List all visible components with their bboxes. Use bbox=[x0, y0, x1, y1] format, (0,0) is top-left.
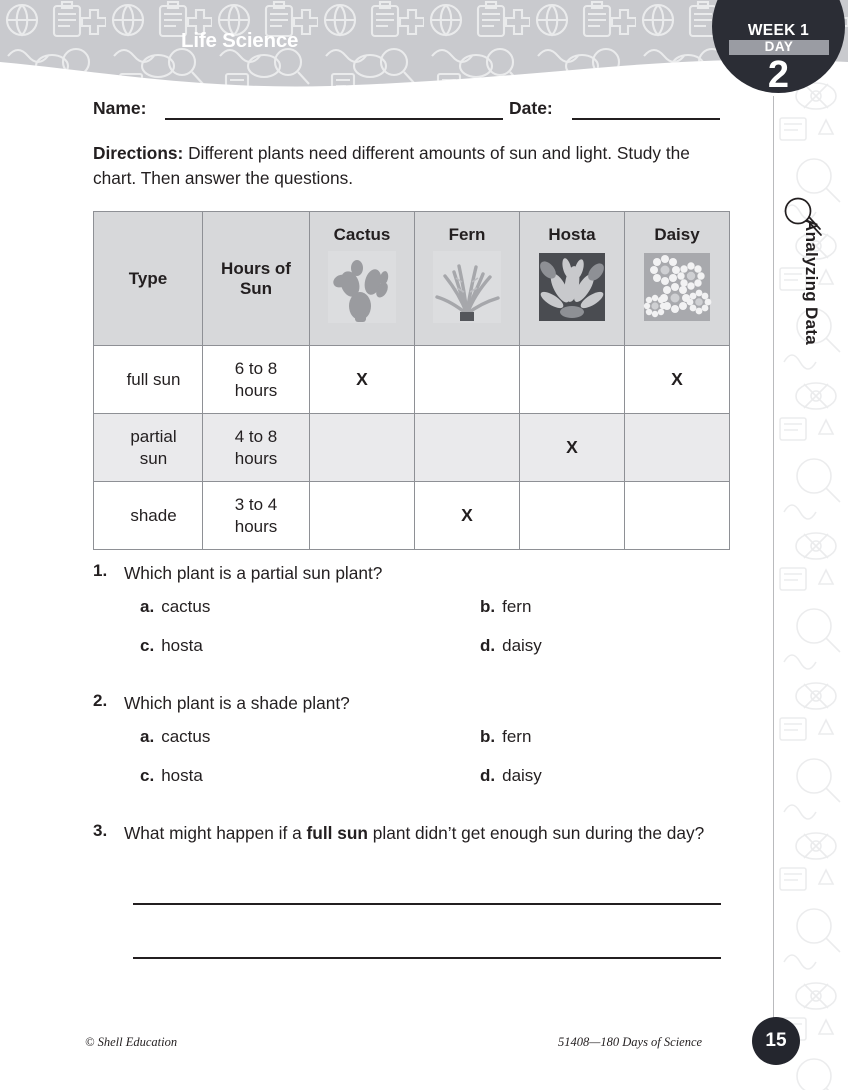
question-1 bbox=[93, 561, 733, 675]
name-date-row bbox=[93, 98, 723, 124]
question-3-text-bold: full sun bbox=[306, 823, 368, 843]
plant-sunlight-table bbox=[93, 211, 730, 550]
question-1-choice-d[interactable] bbox=[480, 636, 542, 656]
question-2-text: Which plant is a shade plant? bbox=[124, 693, 350, 713]
right-margin-doodles bbox=[774, 0, 848, 1090]
hosta-photo bbox=[534, 248, 610, 326]
mark-full-sun-daisy: X bbox=[625, 346, 730, 414]
row-type-full-sun: full sun bbox=[94, 346, 203, 414]
table-row bbox=[94, 414, 730, 482]
question-2-choice-c[interactable] bbox=[140, 766, 203, 786]
fern-photo bbox=[429, 248, 505, 326]
table-header-row bbox=[94, 212, 730, 346]
row-type-shade: shade bbox=[94, 482, 203, 550]
choice-text: hosta bbox=[161, 766, 203, 785]
column-header-hours-line2: Sun bbox=[239, 278, 273, 298]
mark-shade-fern: X bbox=[415, 482, 520, 550]
footer-product-info: 51408—180 Days of Science bbox=[558, 1035, 703, 1049]
mark-shade-daisy bbox=[625, 482, 730, 550]
choice-letter: d. bbox=[480, 766, 496, 785]
hours-line2: hours bbox=[234, 380, 278, 400]
daisy-photo bbox=[639, 248, 715, 326]
choice-text: cactus bbox=[161, 597, 211, 616]
column-header-cactus bbox=[310, 212, 415, 346]
row-hours-partial-sun bbox=[203, 414, 310, 482]
choice-letter: a. bbox=[140, 597, 155, 616]
mark-full-sun-fern bbox=[415, 346, 520, 414]
question-2-choice-d[interactable] bbox=[480, 766, 542, 786]
page-number-badge bbox=[752, 1017, 800, 1065]
question-1-choices bbox=[124, 597, 733, 675]
mark-partial-sun-fern bbox=[415, 414, 520, 482]
choice-text: daisy bbox=[502, 766, 542, 785]
question-3 bbox=[93, 821, 733, 845]
question-2-choice-a[interactable] bbox=[140, 727, 210, 747]
column-header-fern bbox=[415, 212, 520, 346]
question-1-choice-a[interactable] bbox=[140, 597, 210, 617]
answer-line-2[interactable] bbox=[133, 957, 721, 959]
directions-text: Different plants need different amounts of sun and light. Study the chart. Then answer the questions. bbox=[93, 143, 690, 188]
hours-line2: hours bbox=[234, 448, 278, 468]
mark-partial-sun-daisy bbox=[625, 414, 730, 482]
choice-text: fern bbox=[502, 727, 532, 746]
question-3-number: 3. bbox=[93, 821, 108, 840]
badge-day-number: 2 bbox=[767, 54, 790, 96]
hours-line1: 6 to 8 bbox=[234, 358, 278, 378]
name-label: Name: bbox=[93, 98, 147, 118]
column-header-daisy bbox=[625, 212, 730, 346]
answer-line-1[interactable] bbox=[133, 903, 721, 905]
mark-full-sun-cactus: X bbox=[310, 346, 415, 414]
choice-text: hosta bbox=[161, 636, 203, 655]
mark-partial-sun-cactus bbox=[310, 414, 415, 482]
footer-copyright: © Shell Education bbox=[85, 1035, 178, 1049]
question-3-text-part2: plant didn’t get enough sun during the day? bbox=[367, 823, 705, 843]
row-hours-full-sun bbox=[203, 346, 310, 414]
question-2-choices bbox=[124, 727, 733, 805]
column-header-hours-line1: Hours of bbox=[221, 258, 291, 278]
question-1-choice-c[interactable] bbox=[140, 636, 203, 656]
week-day-badge bbox=[712, 0, 845, 96]
question-1-text: Which plant is a partial sun plant? bbox=[124, 563, 383, 583]
column-header-cactus-label: Cactus bbox=[333, 225, 391, 244]
choice-letter: d. bbox=[480, 636, 496, 655]
date-label: Date: bbox=[509, 98, 553, 118]
question-1-choice-b[interactable] bbox=[480, 597, 531, 617]
choice-letter: b. bbox=[480, 597, 496, 616]
question-3-text bbox=[124, 821, 733, 845]
sidebar-section-tab bbox=[780, 196, 840, 456]
hours-line1: 3 to 4 bbox=[234, 494, 278, 514]
mark-shade-hosta bbox=[520, 482, 625, 550]
column-header-daisy-label: Daisy bbox=[654, 225, 700, 244]
hours-line1: 4 to 8 bbox=[234, 426, 278, 446]
row-type-partial-sun bbox=[94, 414, 203, 482]
page-title: Life Science bbox=[181, 29, 299, 52]
badge-day-label: DAY bbox=[764, 39, 794, 54]
mark-shade-cactus bbox=[310, 482, 415, 550]
choice-letter: b. bbox=[480, 727, 496, 746]
name-input-line[interactable] bbox=[165, 118, 503, 120]
question-2-choice-b[interactable] bbox=[480, 727, 531, 747]
badge-week-label: WEEK 1 bbox=[747, 22, 810, 39]
mark-full-sun-hosta bbox=[520, 346, 625, 414]
column-header-hours bbox=[203, 212, 310, 346]
choice-letter: c. bbox=[140, 636, 155, 655]
type-line1: partial bbox=[130, 426, 177, 446]
question-3-text-part1: What might happen if a bbox=[124, 823, 307, 843]
table-row bbox=[94, 346, 730, 414]
page-number: 15 bbox=[765, 1030, 787, 1051]
column-header-hosta bbox=[520, 212, 625, 346]
choice-text: cactus bbox=[161, 727, 211, 746]
choice-text: fern bbox=[502, 597, 532, 616]
sidebar-section-label: Analyzing Data bbox=[802, 219, 821, 346]
cactus-photo bbox=[324, 248, 400, 326]
mark-partial-sun-hosta: X bbox=[520, 414, 625, 482]
column-header-type: Type bbox=[94, 212, 203, 346]
choice-text: daisy bbox=[502, 636, 542, 655]
choice-letter: a. bbox=[140, 727, 155, 746]
type-line2: sun bbox=[139, 448, 168, 468]
question-2 bbox=[93, 691, 733, 805]
question-2-number: 2. bbox=[93, 691, 108, 710]
column-header-hosta-label: Hosta bbox=[548, 225, 596, 244]
hours-line2: hours bbox=[234, 516, 278, 536]
directions-label: Directions: bbox=[93, 143, 184, 163]
date-input-line[interactable] bbox=[572, 118, 720, 120]
row-hours-shade bbox=[203, 482, 310, 550]
column-header-fern-label: Fern bbox=[448, 225, 486, 244]
question-1-number: 1. bbox=[93, 561, 108, 580]
table-row bbox=[94, 482, 730, 550]
choice-letter: c. bbox=[140, 766, 155, 785]
directions bbox=[93, 141, 718, 191]
